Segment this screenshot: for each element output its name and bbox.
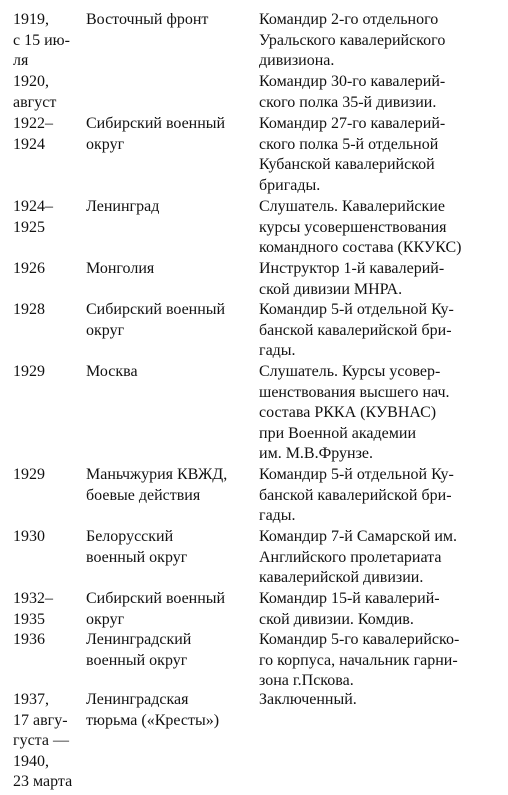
place-line: Восточный фронт — [86, 11, 209, 28]
date-line: 1924– — [13, 198, 53, 215]
role-line: Командир 30-го кавалерий- — [259, 73, 446, 90]
date-cell — [13, 527, 85, 548]
date-line: 1919, — [13, 11, 49, 28]
role-line: ского полка 5-й отдельной — [259, 135, 439, 153]
place-line: военный округ — [86, 548, 188, 566]
role-line: состава РККА (КУВНАС) — [259, 404, 437, 422]
role-line: банской кавалерийской бри- — [259, 321, 452, 339]
role-line: Командир 2-го отдельного — [259, 11, 439, 28]
role-line: зона г.Пскова. — [259, 672, 354, 690]
role-line: им. М.В.Фрунзе. — [259, 445, 373, 463]
date-line: с 15 ию- — [13, 31, 70, 49]
place-line: Сибирский военный — [86, 115, 226, 132]
place-cell — [86, 690, 256, 731]
role-line: Уральского кавалерийского — [259, 31, 446, 49]
role-cell — [259, 589, 505, 630]
role-cell — [259, 197, 505, 259]
date-line: 1935 — [13, 610, 45, 628]
place-line: боевые действия — [86, 486, 201, 504]
date-cell — [13, 300, 85, 321]
place-line: Сибирский военный — [86, 301, 226, 318]
place-line: округ — [86, 321, 125, 339]
place-line: Монголия — [86, 260, 155, 277]
role-line: Инструктор 1-й кавалерий- — [259, 260, 445, 277]
role-cell — [259, 362, 505, 465]
role-line: гады. — [259, 342, 296, 360]
place-line: Ленинград — [86, 198, 160, 215]
role-line: Слушатель. Курсы усовер- — [259, 363, 441, 380]
place-cell — [86, 300, 256, 341]
place-line: Сибирский военный — [86, 590, 226, 607]
date-line: 1937, — [13, 691, 49, 708]
role-line: дивизиона. — [259, 52, 335, 70]
role-cell — [259, 259, 505, 300]
place-line: округ — [86, 610, 125, 628]
date-line: 1926 — [13, 260, 45, 277]
date-line: август — [13, 93, 57, 111]
role-line: бригады. — [259, 176, 321, 194]
place-line: Маньчжурия КВЖД, — [86, 466, 228, 483]
date-line: 1930 — [13, 528, 45, 545]
date-cell — [13, 197, 85, 238]
role-line: кавалерийской дивизии. — [259, 569, 424, 587]
date-line: 1936 — [13, 631, 45, 648]
place-cell — [86, 589, 256, 630]
date-cell — [13, 630, 85, 651]
date-cell — [13, 362, 85, 383]
role-cell — [259, 527, 505, 589]
role-cell — [259, 630, 505, 692]
date-line: 23 марта — [13, 773, 73, 791]
date-line: ля — [13, 52, 29, 70]
place-line: Ленинградский — [86, 631, 192, 648]
date-cell — [13, 72, 85, 113]
date-cell — [13, 465, 85, 486]
role-line: шенствования высшего нач. — [259, 383, 450, 401]
role-cell — [259, 690, 505, 711]
place-cell — [86, 630, 256, 671]
date-line: 1922– — [13, 115, 53, 132]
role-line: ской дивизии МНРА. — [259, 280, 403, 298]
role-cell — [259, 300, 505, 362]
role-line: го корпуса, начальник гарни- — [259, 651, 458, 669]
role-cell — [259, 10, 505, 72]
role-cell — [259, 465, 505, 527]
date-line: густа — — [13, 732, 69, 750]
date-cell — [13, 690, 85, 793]
role-line: при Военной академии — [259, 424, 417, 442]
role-line: Слушатель. Кавалерийские — [259, 198, 445, 215]
role-line: гады. — [259, 507, 296, 525]
date-line: 1940, — [13, 752, 49, 770]
date-cell — [13, 259, 85, 280]
place-cell — [86, 465, 256, 506]
role-line: банской кавалерийской бри- — [259, 486, 452, 504]
role-line: Командир 7-й Самарской им. — [259, 528, 458, 545]
role-line: Командир 5-го кавалерийско- — [259, 631, 460, 648]
place-line: Ленинградская — [86, 691, 189, 708]
place-line: Москва — [86, 363, 138, 380]
place-line: Белорусский — [86, 528, 174, 545]
place-line: округ — [86, 135, 125, 153]
date-cell — [13, 114, 85, 155]
place-cell — [86, 527, 256, 568]
place-line: военный округ — [86, 651, 188, 669]
place-cell — [86, 10, 256, 31]
date-line: 1920, — [13, 73, 49, 90]
date-line: 1928 — [13, 301, 45, 318]
role-line: ского полка 35-й дивизии. — [259, 93, 437, 111]
date-line: 1929 — [13, 363, 45, 380]
role-line: Английского пролетариата — [259, 548, 442, 566]
role-cell — [259, 72, 505, 113]
role-line: Заключенный. — [259, 691, 357, 708]
place-line: тюрьма («Кресты») — [86, 711, 220, 729]
role-line: курсы усовершенствования — [259, 218, 447, 236]
date-line: 1925 — [13, 218, 45, 236]
date-line: 17 авгу- — [13, 711, 68, 729]
date-cell — [13, 10, 85, 72]
role-line: Командир 27-го кавалерий- — [259, 115, 446, 132]
date-line: 1932– — [13, 590, 53, 607]
role-line: Командир 5-й отдельной Ку- — [259, 301, 454, 318]
place-cell — [86, 197, 256, 218]
place-cell — [86, 259, 256, 280]
role-line: Командир 15-й кавалерий- — [259, 590, 440, 607]
role-line: ской дивизии. Комдив. — [259, 610, 414, 628]
role-cell — [259, 114, 505, 196]
role-line: командного состава (ККУКС) — [259, 239, 462, 257]
role-line: Командир 5-й отдельной Ку- — [259, 466, 454, 483]
role-line: Кубанской кавалерийской — [259, 156, 435, 174]
place-cell — [86, 114, 256, 155]
date-line: 1924 — [13, 135, 45, 153]
date-cell — [13, 589, 85, 630]
place-cell — [86, 362, 256, 383]
date-line: 1929 — [13, 466, 45, 483]
